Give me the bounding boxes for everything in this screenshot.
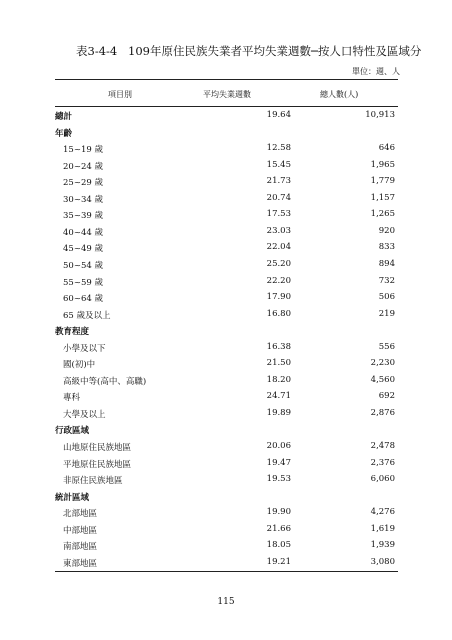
table-row bbox=[55, 160, 398, 177]
total-count-cell: 4,560 bbox=[370, 374, 395, 385]
table-row bbox=[55, 474, 398, 491]
row-label: 北部地區 bbox=[63, 509, 98, 520]
avg-weeks-cell: 17.53 bbox=[266, 209, 291, 220]
avg-weeks-cell: 24.71 bbox=[266, 391, 291, 402]
avg-weeks-cell: 20.74 bbox=[266, 192, 291, 203]
table-row bbox=[55, 143, 398, 160]
row-label: 教育程度 bbox=[55, 327, 90, 338]
avg-weeks-cell: 16.80 bbox=[266, 308, 291, 319]
avg-weeks-cell: 18.20 bbox=[266, 374, 291, 385]
row-label: 大學及以上 bbox=[63, 409, 106, 420]
total-count-cell: 2,478 bbox=[370, 441, 395, 451]
table-row bbox=[55, 309, 398, 326]
total-count-cell: 506 bbox=[378, 292, 395, 303]
avg-weeks-cell: 19.47 bbox=[266, 457, 291, 468]
avg-weeks-cell: 19.64 bbox=[266, 110, 291, 120]
table-row bbox=[55, 193, 398, 210]
row-label: 65 歲及以上 bbox=[63, 310, 111, 321]
table-row bbox=[55, 292, 398, 309]
avg-weeks-cell: 20.06 bbox=[266, 441, 291, 451]
table-row bbox=[55, 342, 398, 359]
total-count-cell: 556 bbox=[378, 341, 395, 352]
header-weeks: 平均失業週數 bbox=[203, 90, 251, 99]
total-count-cell: 920 bbox=[378, 225, 395, 236]
total-count-cell: 1,157 bbox=[370, 192, 395, 203]
unit-note: 單位：週、人 bbox=[352, 67, 400, 76]
total-count-cell: 1,265 bbox=[370, 209, 395, 220]
row-label: 東部地區 bbox=[63, 558, 98, 569]
row-label: 55~59 歲 bbox=[63, 277, 103, 288]
avg-weeks-cell: 18.05 bbox=[266, 540, 291, 551]
table-row bbox=[55, 276, 398, 293]
table-row bbox=[55, 176, 398, 193]
row-label: 專科 bbox=[63, 393, 81, 404]
row-label: 統計區域 bbox=[55, 492, 90, 503]
total-count-cell: 646 bbox=[378, 143, 395, 154]
row-label: 45~49 歲 bbox=[63, 244, 103, 255]
row-label: 非原住民族地區 bbox=[63, 476, 123, 487]
row-label: 40~44 歲 bbox=[63, 227, 103, 238]
avg-weeks-cell: 21.50 bbox=[266, 358, 291, 369]
table-row bbox=[55, 524, 398, 541]
page-number: 115 bbox=[217, 597, 235, 607]
row-label: 小學及以下 bbox=[63, 343, 106, 354]
table-row bbox=[55, 127, 398, 144]
avg-weeks-cell: 19.90 bbox=[266, 507, 291, 518]
total-count-cell: 2,876 bbox=[370, 407, 395, 418]
table-top-rule bbox=[55, 79, 398, 80]
table-row bbox=[55, 358, 398, 375]
total-count-cell: 732 bbox=[378, 275, 395, 286]
total-count-cell: 3,080 bbox=[370, 556, 395, 567]
avg-weeks-cell: 16.38 bbox=[266, 341, 291, 352]
row-label: 30~34 歲 bbox=[63, 194, 103, 205]
row-label: 35~39 歲 bbox=[63, 211, 103, 222]
table-row bbox=[55, 375, 398, 392]
table-row bbox=[55, 507, 398, 524]
avg-weeks-cell: 12.58 bbox=[266, 143, 291, 154]
table-row bbox=[55, 209, 398, 226]
total-count-cell: 894 bbox=[378, 258, 395, 269]
row-label: 總計 bbox=[55, 112, 73, 122]
row-label: 平地原住民族地區 bbox=[63, 459, 132, 470]
total-count-cell: 219 bbox=[378, 308, 395, 319]
avg-weeks-cell: 22.04 bbox=[266, 242, 291, 253]
avg-weeks-cell: 19.89 bbox=[266, 407, 291, 418]
row-label: 15~19 歲 bbox=[63, 145, 103, 156]
row-label: 60~64 歲 bbox=[63, 294, 103, 305]
avg-weeks-cell: 19.21 bbox=[266, 556, 291, 567]
total-count-cell: 2,376 bbox=[370, 457, 395, 468]
table-row bbox=[55, 242, 398, 259]
total-count-cell: 1,939 bbox=[370, 540, 395, 551]
avg-weeks-cell: 25.20 bbox=[266, 258, 291, 269]
table-bottom-rule bbox=[55, 571, 398, 572]
row-label: 25~29 歲 bbox=[63, 178, 103, 189]
avg-weeks-cell: 21.66 bbox=[266, 523, 291, 534]
table-title-text: 109年原住民族失業者平均失業週數─按人口特性及區域分 bbox=[128, 44, 422, 58]
table-row bbox=[55, 458, 398, 475]
table-row bbox=[55, 391, 398, 408]
avg-weeks-cell: 15.45 bbox=[266, 159, 291, 170]
table-title bbox=[76, 43, 421, 59]
row-label: 高級中等(高中、高職) bbox=[63, 376, 147, 387]
table-row bbox=[55, 424, 398, 441]
total-count-cell: 1,619 bbox=[370, 523, 395, 534]
row-label: 中部地區 bbox=[63, 525, 98, 536]
table-row bbox=[55, 408, 398, 425]
table-number: 表3-4-4 bbox=[76, 44, 118, 58]
avg-weeks-cell: 22.20 bbox=[266, 275, 291, 286]
table-row bbox=[55, 491, 398, 508]
table-row bbox=[55, 540, 398, 557]
total-count-cell: 10,913 bbox=[365, 110, 395, 120]
header-total: 總人數(人) bbox=[320, 90, 359, 99]
total-count-cell: 1,779 bbox=[370, 176, 395, 187]
avg-weeks-cell: 19.53 bbox=[266, 474, 291, 485]
avg-weeks-cell: 21.73 bbox=[266, 176, 291, 187]
table-row bbox=[55, 259, 398, 276]
table-row bbox=[55, 110, 398, 127]
total-count-cell: 2,230 bbox=[370, 358, 395, 369]
row-label: 50~54 歲 bbox=[63, 260, 103, 271]
row-label: 行政區域 bbox=[55, 426, 90, 437]
row-label: 20~24 歲 bbox=[63, 161, 103, 172]
header-rule bbox=[55, 106, 398, 107]
table-row bbox=[55, 441, 398, 458]
row-label: 山地原住民族地區 bbox=[63, 443, 132, 453]
avg-weeks-cell: 17.90 bbox=[266, 292, 291, 303]
table-row bbox=[55, 226, 398, 243]
total-count-cell: 692 bbox=[378, 391, 395, 402]
row-label: 國(初)中 bbox=[63, 360, 96, 371]
total-count-cell: 833 bbox=[378, 242, 395, 253]
row-label: 年齡 bbox=[55, 128, 73, 139]
total-count-cell: 1,965 bbox=[370, 159, 395, 170]
header-item: 項目別 bbox=[108, 90, 132, 99]
avg-weeks-cell: 23.03 bbox=[266, 225, 291, 236]
total-count-cell: 4,276 bbox=[370, 507, 395, 518]
table-row bbox=[55, 325, 398, 342]
row-label: 南部地區 bbox=[63, 542, 98, 553]
total-count-cell: 6,060 bbox=[370, 474, 395, 485]
